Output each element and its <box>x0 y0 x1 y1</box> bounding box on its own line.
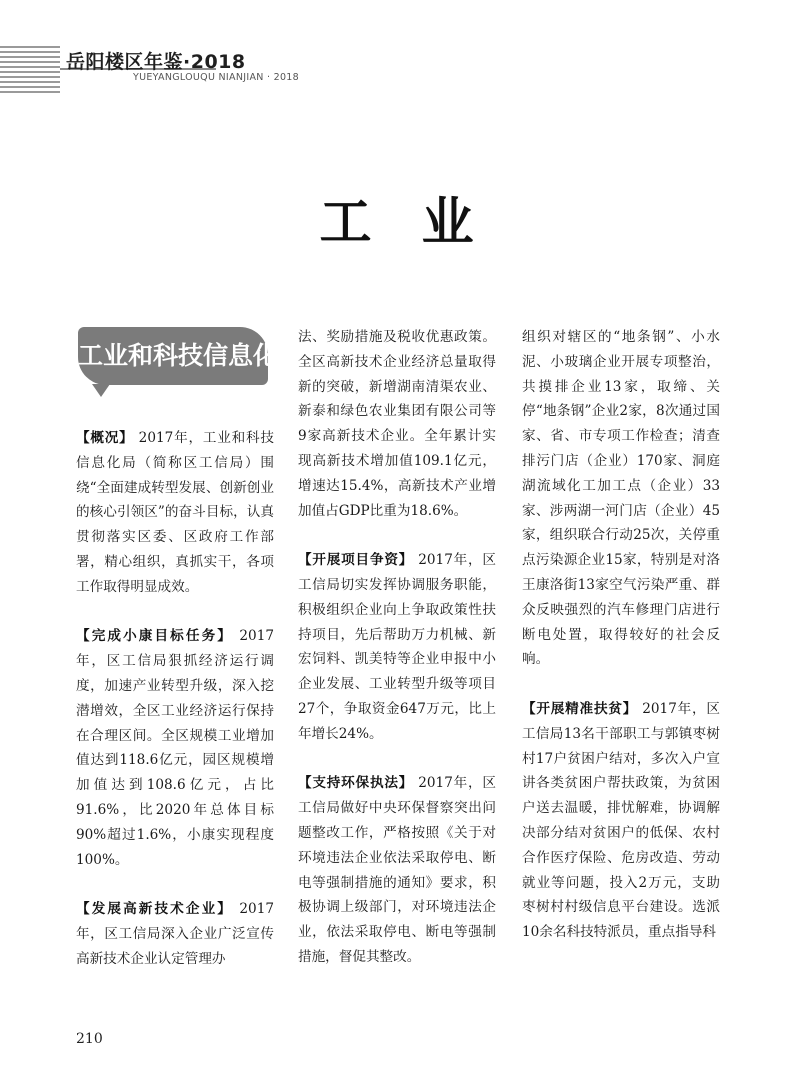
text-column-3 <box>522 325 720 945</box>
paragraph-hightech <box>76 897 274 971</box>
yearbook-title-pinyin: YUEYANGLOUQU NIANJIAN · 2018 <box>133 72 299 83</box>
yearbook-title: 岳阳楼区年鉴·2018 <box>66 51 246 73</box>
paragraph-overview <box>76 426 274 600</box>
section-badge-tail <box>92 384 110 397</box>
chapter-title: 工业 <box>319 193 524 253</box>
section-heading: 【发展高新技术企业】 <box>76 901 233 918</box>
section-heading: 【概况】 <box>76 430 134 446</box>
section-heading: 【开展精准扶贫】 <box>522 700 638 717</box>
section-heading: 【支持环保执法】 <box>298 775 414 792</box>
paragraph-text: 组织对辖区的“地条钢”、小水泥、小玻璃企业开展专项整治，共摸排企业13家，取缔、关停“地条钢”企业2家，8次通过国家、省、市专项工作检查；清查排污门店（企业）170家、洞庭湖流域化工加工点（企业）33家、涉两湖一河门店（企业）45家，组织联合行动25次，关停重点污染源企业15家，特别是对洛王康洛街13家空气污染严重、群众反映强烈的汽车修理门店进行断电处置，取得较好的社会反响。 <box>522 329 720 668</box>
section-heading: 【开展项目争资】 <box>298 552 414 569</box>
page-number: 210 <box>76 1031 103 1047</box>
paragraph-poverty <box>522 697 720 945</box>
section-heading: 【完成小康目标任务】 <box>76 628 233 645</box>
text-column-1 <box>76 426 274 972</box>
paragraph-projects <box>298 548 496 746</box>
paragraph-text: 2017年，区工信局狠抓经济运行调度，加速产业转型升级，深入挖潜增效，全区工业经济运行保持在合理区间。全区规模工业增加值达到118.6亿元，园区规模增加值达到108.6亿元，占比91.6%，比2020年总体目标90%超过1.6%，小康实现程度100%。 <box>76 628 275 868</box>
paragraph-xiaokang <box>76 624 274 872</box>
paragraph-text: 2017年，区工信局切实发挥协调服务职能，积极组织企业向上争取政策性扶持项目，先后帮助万力机械、新宏饲料、凯美特等企业申报中小企业发展、工业转型升级等项目27个，争取资金647万元，比上年增长24%。 <box>298 552 497 742</box>
text-column-2 <box>298 325 496 970</box>
paragraph-text: 2017年，区工信局13名干部职工与郭镇枣树村17户贫困户结对，多次入户宣讲各类贫困户帮扶政策，为贫困户送去温暖，排忧解难，协调解决部分结对贫困户的低保、农村合作医疗保险、危房改造、劳动就业等问题，投入2万元，支助枣树村村级信息平台建设。选派10余名科技特派员，重点指导科 <box>522 700 721 941</box>
paragraph-text: 2017年，区工信局深入企业广泛宣传高新技术企业认定管理办 <box>76 901 275 967</box>
paragraph-text: 2017年，区工信局做好中央环保督察突出问题整改工作，严格按照《关于对环境违法企业依法采取停电、断电等强制措施的通知》要求，积极协调上级部门，对环境违法企业，依法采取停电、断电等强制措施，督促其整改。 <box>298 775 497 965</box>
paragraph-text: 法、奖励措施及税收优惠政策。全区高新技术企业经济总量取得新的突破，新增湖南清渠农业、新泰和绿色农业集团有限公司等9家高新技术企业。全年累计实现高新技术增加值109.1亿元，增速达15.4%，高新技术产业增加值占GDP比重为18.6%。 <box>298 329 496 519</box>
paragraph-environment <box>298 771 496 969</box>
paragraph-text: 2017年，工业和科技信息化局（简称区工信局）围绕“全面建成转型发展、创新创业的核心引领区”的奋斗目标，认真贯彻落实区委、区政府工作部署，精心组织，真抓实干，各项工作取得明显成效。 <box>76 430 274 595</box>
section-badge-label: 工业和科技信息化 <box>78 341 279 370</box>
paragraph-hightech-cont <box>298 325 496 523</box>
paragraph-environment-cont <box>522 325 720 672</box>
header-stripes <box>0 46 60 94</box>
